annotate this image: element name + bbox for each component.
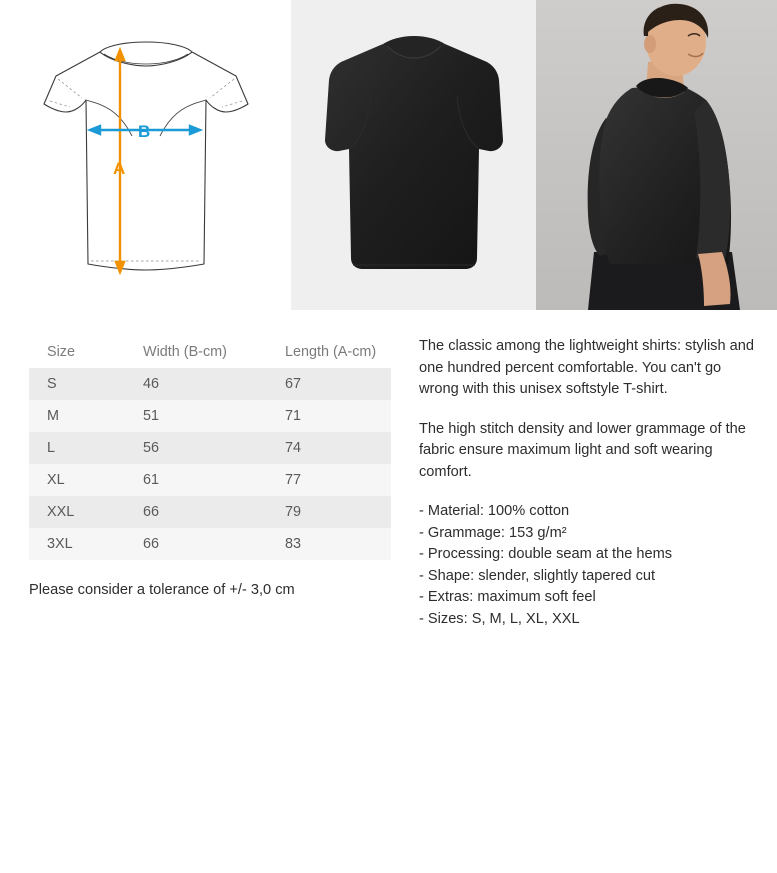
table-row xyxy=(29,496,391,528)
black-tshirt-svg xyxy=(291,0,536,310)
cell-width: 66 xyxy=(125,496,267,528)
table-row xyxy=(29,432,391,464)
cell-length: 71 xyxy=(267,400,391,432)
table-header-row xyxy=(29,336,391,368)
cell-size: XL xyxy=(29,464,125,496)
cell-size: M xyxy=(29,400,125,432)
measurement-diagram xyxy=(0,0,291,310)
dimension-label-a: A xyxy=(113,159,126,178)
spec-item-processing: - Processing: double seam at the hems xyxy=(419,546,673,562)
spec-item-extras: - Extras: maximum soft feel xyxy=(419,589,596,605)
model-photo xyxy=(536,0,777,310)
size-table xyxy=(29,336,391,560)
cell-length: 83 xyxy=(267,528,391,560)
cell-width: 46 xyxy=(125,368,267,400)
column-header-length: Length (A-cm) xyxy=(267,336,391,368)
cell-width: 56 xyxy=(125,432,267,464)
size-table-column xyxy=(0,310,419,630)
spec-item-shape: - Shape: slender, slightly tapered cut xyxy=(419,567,656,584)
cell-width: 61 xyxy=(125,464,267,496)
table-row xyxy=(29,400,391,432)
cell-length: 67 xyxy=(267,368,391,400)
product-photo xyxy=(291,0,536,310)
cell-size: S xyxy=(29,368,125,400)
tshirt-outline-svg xyxy=(0,0,291,310)
cell-size: L xyxy=(29,432,125,464)
spec-item-grammage: - Grammage: 153 g/m² xyxy=(419,524,567,541)
column-header-width: Width (B-cm) xyxy=(125,336,267,368)
cell-length: 77 xyxy=(267,464,391,496)
description-paragraph-1: The classic among the lightweight shirts: stylish and one hundred percent comfortable. You can't go wrong with this unisex softstyle T-shirt. xyxy=(419,338,755,397)
spec-item-sizes: - Sizes: S, M, L, XL, XXL xyxy=(419,610,580,627)
description-paragraph-2: The high stitch density and lower grammage of the fabric ensure maximum light and soft wearing comfort. xyxy=(419,420,746,480)
description-column xyxy=(419,310,777,630)
model-wearing-tshirt-svg xyxy=(536,0,777,310)
product-image-row xyxy=(0,0,777,310)
tolerance-note: Please consider a tolerance of +/- 3,0 cm xyxy=(29,582,295,598)
table-row xyxy=(29,528,391,560)
cell-length: 79 xyxy=(267,496,391,528)
column-header-size: Size xyxy=(29,336,125,368)
spec-item-material: - Material: 100% cotton xyxy=(419,503,570,519)
cell-size: 3XL xyxy=(29,528,125,560)
spec-list xyxy=(419,501,755,630)
cell-size: XXL xyxy=(29,496,125,528)
dimension-label-b: B xyxy=(138,122,151,141)
cell-length: 74 xyxy=(267,432,391,464)
product-details xyxy=(0,310,777,630)
table-row xyxy=(29,464,391,496)
cell-width: 66 xyxy=(125,528,267,560)
cell-width: 51 xyxy=(125,400,267,432)
table-row xyxy=(29,368,391,400)
